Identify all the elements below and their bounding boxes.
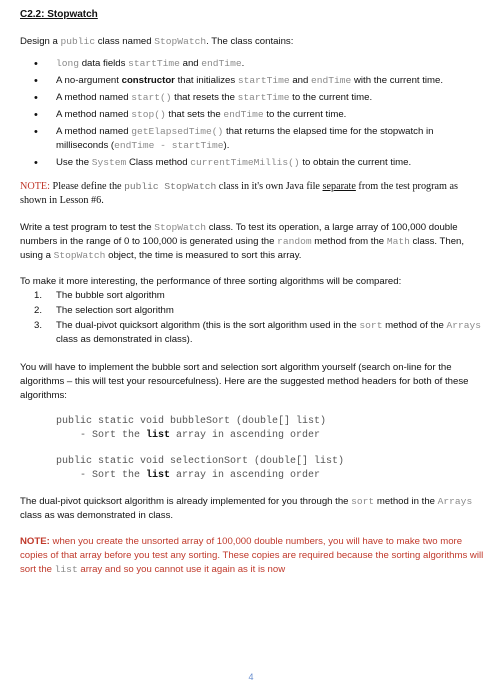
code-span: StopWatch	[53, 250, 106, 261]
list-item	[20, 125, 486, 153]
list-item	[20, 319, 486, 347]
list-item	[20, 156, 486, 170]
code-span: endTime - startTime	[114, 140, 224, 151]
intro-text: class named	[95, 36, 155, 47]
text-span: that initializes	[174, 75, 238, 86]
code-span: System	[91, 157, 127, 168]
dual-pivot-paragraph	[20, 495, 486, 523]
bold-span: constructor	[121, 75, 175, 86]
code-span: startTime	[128, 58, 180, 69]
list-number: 1.	[34, 290, 43, 301]
text-span: to the current time.	[289, 92, 373, 103]
test-program-paragraph	[20, 221, 486, 263]
code-span: endTime	[223, 109, 264, 120]
code-span: getElapsedTime()	[131, 126, 224, 137]
code-bold: list	[146, 470, 171, 481]
document-page	[20, 8, 486, 577]
implement-paragraph: You will have to implement the bubble sort and selection sort algorithm yourself (search on-line for the algorithms – this will test your resourcefulness). Here are the suggested method headers for both of these algorithms:	[20, 362, 469, 401]
text-span: A no-argument	[56, 75, 122, 86]
code-span: endTime	[201, 58, 242, 69]
note-copies	[20, 535, 486, 577]
note-code: public StopWatch	[124, 181, 217, 192]
text-span: class as demonstrated in class).	[56, 334, 193, 345]
note-text: class in it's own Java file	[216, 181, 323, 192]
code-line: public static void selectionSort (double[] list)	[56, 456, 345, 467]
code-span: start()	[131, 92, 172, 103]
section-title: C2.2: Stopwatch	[20, 9, 98, 20]
code-span: StopWatch	[154, 222, 207, 233]
text-span: ).	[223, 140, 230, 151]
note-separate-file	[20, 180, 486, 208]
code-span: Math	[386, 236, 410, 247]
intro-text: . The class contains:	[206, 36, 294, 47]
code-span: endTime	[311, 75, 352, 86]
note-text: Please define the	[50, 181, 125, 192]
list-item	[20, 108, 486, 122]
note-text: from the test program as shown in Lesson #6.	[20, 181, 459, 206]
code-span: startTime	[237, 75, 290, 86]
text-span: that resets the	[171, 92, 238, 103]
text-span: class. To test its operation, a large array of 100,000 double numbers in the range of 0 to 100,000 is generated using the	[20, 222, 458, 247]
text-span: The dual-pivot quicksort algorithm is already implemented for you through the	[20, 496, 352, 507]
text-span: Class method	[126, 157, 191, 168]
text-span: Write a test program to test the	[20, 222, 155, 233]
text-span: data fields	[79, 58, 129, 69]
code-line: - Sort the	[56, 470, 147, 481]
text-span: A method named	[56, 92, 132, 103]
list-number: 2.	[34, 305, 43, 316]
page-number: 4	[248, 672, 254, 682]
class-contents-list	[20, 57, 486, 170]
code-span: sort	[351, 496, 375, 507]
code-line: public static void bubbleSort (double[] list)	[56, 416, 327, 427]
text-span: class as was demonstrated in class.	[20, 510, 174, 521]
text-span: and	[289, 75, 312, 86]
code-span: sort	[359, 320, 383, 331]
text-span: A method named	[56, 126, 132, 137]
code-span: list	[54, 564, 78, 575]
text-span: class. Then, using a	[20, 236, 465, 261]
text-span: A method named	[56, 109, 132, 120]
text-span: .	[241, 58, 245, 69]
intro-code: public	[60, 36, 96, 47]
text-span: to obtain the current time.	[299, 157, 412, 168]
text-span: The dual-pivot quicksort algorithm (this is the sort algorithm used in the	[56, 320, 360, 331]
text-span: to the current time.	[263, 109, 347, 120]
sorting-algorithms-list	[20, 289, 486, 347]
list-item	[20, 289, 486, 303]
code-line: array in ascending order	[170, 430, 321, 441]
code-bold: list	[146, 430, 171, 441]
text-span: method in the	[374, 496, 438, 507]
text-span: Use the	[56, 157, 92, 168]
text-span: The selection sort algorithm	[56, 305, 174, 316]
list-item	[20, 57, 486, 71]
bubble-sort-code	[56, 415, 486, 443]
list-item	[20, 74, 486, 88]
note-text: array and so you cannot use it again as it is now	[77, 564, 286, 575]
code-span: long	[56, 58, 80, 69]
code-span: currentTimeMillis()	[190, 157, 300, 168]
note-label: NOTE:	[20, 536, 50, 547]
text-span: The bubble sort algorithm	[56, 290, 165, 301]
intro-code: StopWatch	[154, 36, 207, 47]
code-line: - Sort the	[56, 430, 147, 441]
text-span: that returns the elapsed time for the stopwatch in milliseconds (	[56, 126, 434, 151]
code-line: array in ascending order	[170, 470, 321, 481]
selection-sort-code	[56, 455, 486, 483]
text-span: that sets the	[165, 109, 224, 120]
text-span: method of the	[382, 320, 447, 331]
list-item	[20, 91, 486, 105]
list-item	[20, 304, 486, 318]
code-span: startTime	[237, 92, 290, 103]
text-span: and	[179, 58, 202, 69]
list-number: 3.	[34, 320, 43, 331]
comparison-intro: To make it more interesting, the performance of three sorting algorithms will be compared:	[20, 276, 402, 287]
text-span: method from the	[311, 236, 387, 247]
text-span: object, the time is measured to sort this array.	[105, 250, 302, 261]
code-span: Arrays	[437, 496, 473, 507]
code-span: Arrays	[446, 320, 481, 331]
note-text: when you create the unsorted array of 100,000 double numbers, you will have to make two more copies of that array before you test any sorting. These copies are required because the sorting algorithms will sort the	[20, 536, 484, 575]
intro-text: Design a	[20, 36, 61, 47]
note-underlined: separate	[322, 181, 356, 192]
text-span: with the current time.	[351, 75, 444, 86]
note-label: NOTE:	[20, 181, 50, 192]
code-span: stop()	[131, 109, 166, 120]
intro-paragraph	[20, 35, 486, 49]
code-span: random	[277, 236, 312, 247]
